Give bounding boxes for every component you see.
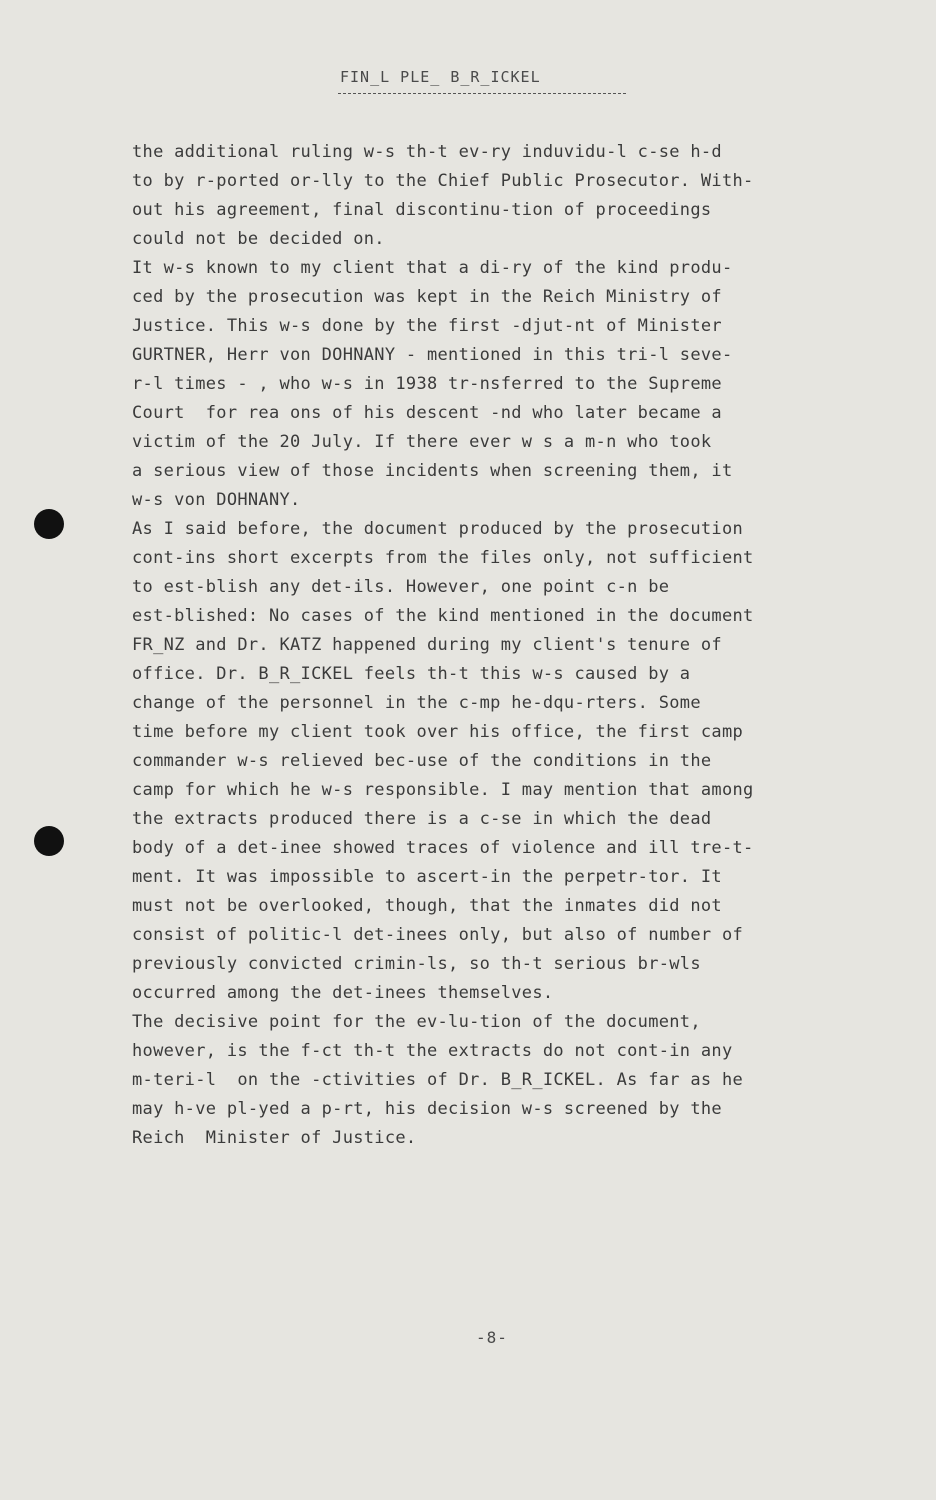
binder-hole-top [34,509,64,539]
body-line: office. Dr. B_R_ICKEL feels th-t this w-s caused by a [132,664,691,684]
body-line: As I said before, the document produced by the prosecution [132,519,744,539]
body-line: to by r-ported or-lly to the Chief Public Prosecutor. With- [132,171,754,191]
binder-hole-bottom [34,826,64,856]
header-underline [338,93,626,94]
body-line: Justice. This w-s done by the first -djut-nt of Minister [132,316,722,336]
body-line: w-s von DOHNANY. [132,490,301,510]
body-line: ment. It was impossible to ascert-in the perpetr-tor. It [132,867,722,887]
body-line: however, is the f-ct th-t the extracts do not cont-in any [132,1041,733,1061]
body-line: to est-blish any det-ils. However, one point c-n be [132,577,670,597]
body-line: previously convicted crimin-ls, so th-t serious br-wls [132,954,701,974]
body-line: body of a det-inee showed traces of violence and ill tre-t- [132,838,754,858]
body-line: may h-ve pl-yed a p-rt, his decision w-s screened by the [132,1099,722,1119]
body-line: the additional ruling w-s th-t ev-ry induvidu-l c-se h-d [132,142,722,162]
body-line: cont-ins short excerpts from the files only, not sufficient [132,548,754,568]
body-line: Court for rea ons of his descent -nd who later became a [132,403,722,423]
body-line: must not be overlooked, though, that the inmates did not [132,896,722,916]
body-line: FR_NZ and Dr. KATZ happened during my client's tenure of [132,635,722,655]
body-line: The decisive point for the ev-lu-tion of the document, [132,1012,701,1032]
page-header-title: FIN_L PLE_ B_R_ICKEL [340,68,541,86]
body-line: could not be decided on. [132,229,385,249]
body-line: It w-s known to my client that a di-ry of the kind produ- [132,258,733,278]
body-line: est-blished: No cases of the kind mentioned in the document [132,606,754,626]
body-line: GURTNER, Herr von DOHNANY - mentioned in this tri-l seve- [132,345,733,365]
body-line: commander w-s relieved bec-use of the conditions in the [132,751,712,771]
body-line: consist of politic-l det-inees only, but also of number of [132,925,744,945]
body-line: m-teri-l on the -ctivities of Dr. B_R_ICKEL. As far as he [132,1070,744,1090]
body-line: camp for which he w-s responsible. I may mention that among [132,780,754,800]
body-line: r-l times - , who w-s in 1938 tr-nsferred to the Supreme [132,374,722,394]
body-line: change of the personnel in the c-mp he-dqu-rters. Some [132,693,701,713]
body-line: victim of the 20 July. If there ever w s a m-n who took [132,432,712,452]
body-line: the extracts produced there is a c-se in which the dead [132,809,712,829]
body-line: Reich Minister of Justice. [132,1128,417,1148]
document-body [132,138,842,1153]
body-line: out his agreement, final discontinu-tion of proceedings [132,200,712,220]
page-number: -8- [476,1328,508,1347]
body-line: time before my client took over his office, the first camp [132,722,744,742]
body-line: occurred among the det-inees themselves. [132,983,554,1003]
body-line: ced by the prosecution was kept in the Reich Ministry of [132,287,722,307]
body-line: a serious view of those incidents when screening them, it [132,461,733,481]
